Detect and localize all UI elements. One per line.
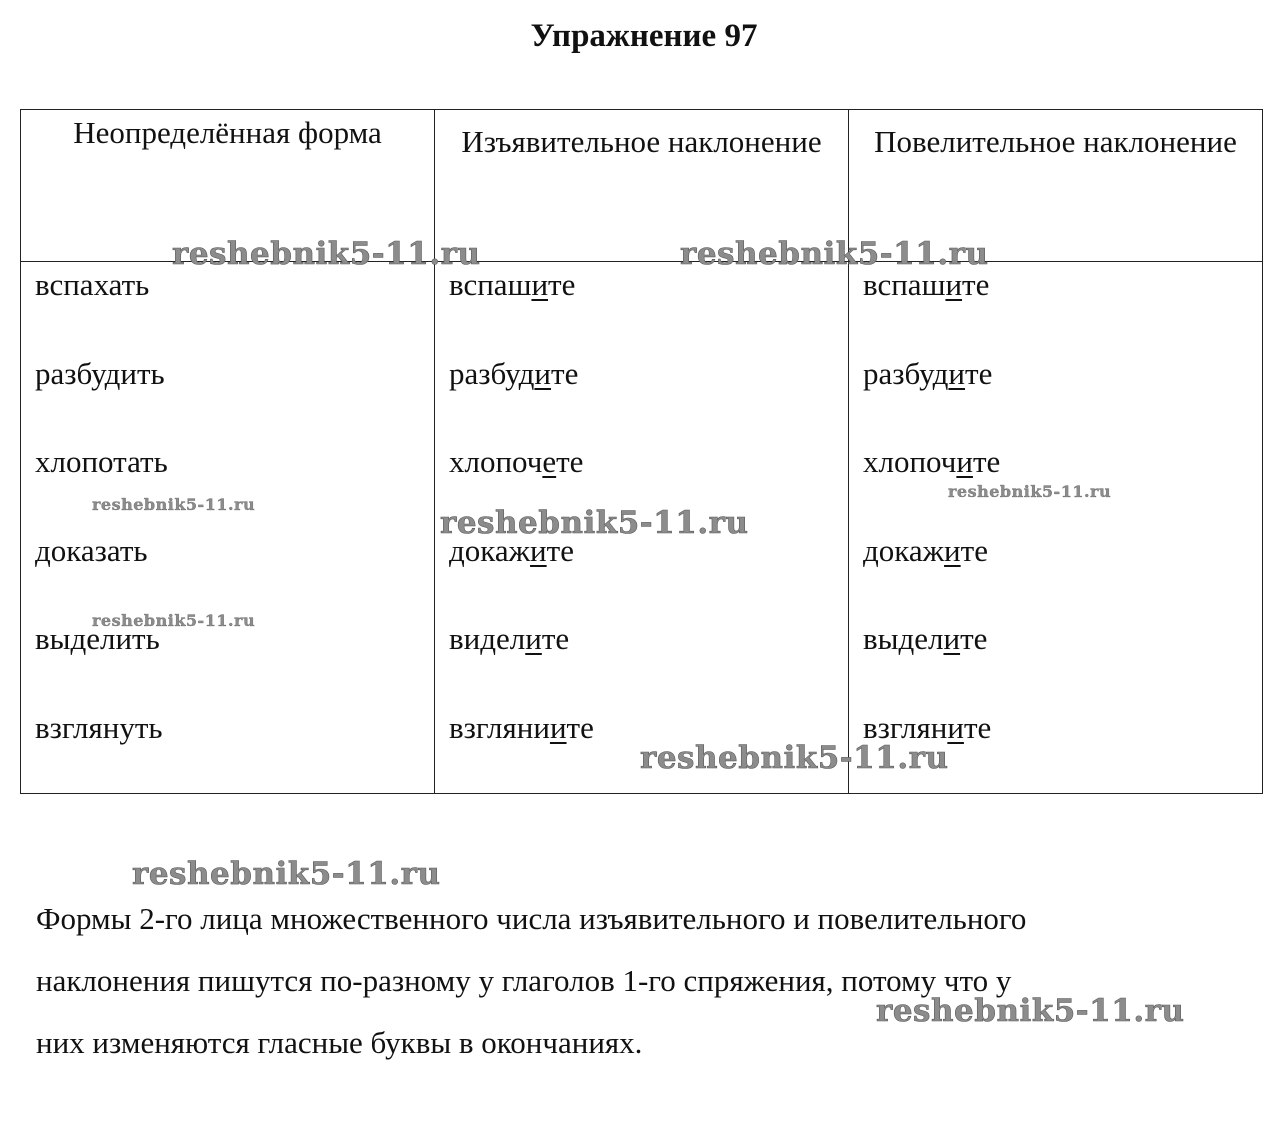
watermark: reshebnik5-11.ru (172, 236, 481, 272)
indicative-word: взгляниите (449, 709, 594, 745)
infinitive-word: взглянуть (35, 709, 163, 745)
header-imperative: Повелительное наклонение (849, 110, 1263, 262)
explanation-line: наклонения пишутся по-разному у глаголов 1-го спряжения, потому что у (36, 963, 1012, 998)
imperative-word: разбудите (863, 355, 993, 391)
imperative-word: взгляните (863, 709, 992, 745)
indicative-word: виделите (449, 621, 570, 656)
underlined-vowel: и (549, 709, 567, 745)
underlined-vowel: и (525, 621, 542, 656)
header-indicative: Изъявительное наклонение (435, 110, 849, 262)
watermark: reshebnik5-11.ru (92, 611, 256, 630)
table-header-row (21, 110, 1263, 262)
imperative-word: вспашите (863, 267, 990, 302)
watermark: reshebnik5-11.ru (680, 236, 989, 272)
explanation-line: них изменяются гласные буквы в окончаниях. (36, 1025, 643, 1060)
underlined-vowel: и (945, 267, 963, 302)
underlined-vowel: и (943, 621, 961, 656)
indicative-word: докажите (449, 532, 574, 568)
watermark: reshebnik5-11.ru (876, 993, 1185, 1029)
indicative-word: разбудите (449, 355, 579, 391)
infinitive-word: доказать (35, 532, 148, 568)
indicative-word: хлопочете (449, 444, 584, 479)
infinitive-word: вспахать (35, 267, 150, 302)
underlined-vowel: и (531, 267, 549, 302)
infinitive-word: хлопотать (35, 444, 168, 479)
header-infinitive: Неопределённая форма (21, 110, 435, 262)
imperative-word: выделите (863, 621, 988, 656)
underlined-vowel: и (948, 355, 966, 391)
explanation-line: Формы 2-го лица множественного числа изъявительного и повелительного (36, 901, 1027, 936)
page-title: Упражнение 97 (530, 18, 758, 54)
underlined-vowel: и (530, 532, 547, 568)
explanation-paragraph (36, 888, 1256, 1074)
imperative-column (849, 262, 1263, 794)
watermark: reshebnik5-11.ru (640, 740, 949, 776)
conjugation-table (20, 109, 1263, 794)
imperative-word: хлопочите (863, 444, 1001, 479)
table-row (21, 262, 1263, 794)
imperative-word: докажите (863, 532, 988, 568)
infinitive-word: разбудить (35, 355, 165, 391)
underlined-vowel: и (944, 532, 961, 568)
infinitive-column (21, 262, 435, 794)
underlined-vowel: и (947, 709, 964, 745)
infinitive-word: выделить (35, 621, 160, 656)
watermark: reshebnik5-11.ru (948, 482, 1112, 501)
watermark: reshebnik5-11.ru (132, 856, 441, 892)
watermark: reshebnik5-11.ru (440, 505, 749, 541)
indicative-word: вспашите (449, 267, 576, 302)
underlined-vowel: и (956, 444, 973, 479)
indicative-column (435, 262, 849, 794)
underlined-vowel: е (542, 444, 557, 479)
underlined-vowel: и (534, 355, 552, 391)
watermark: reshebnik5-11.ru (92, 495, 256, 514)
